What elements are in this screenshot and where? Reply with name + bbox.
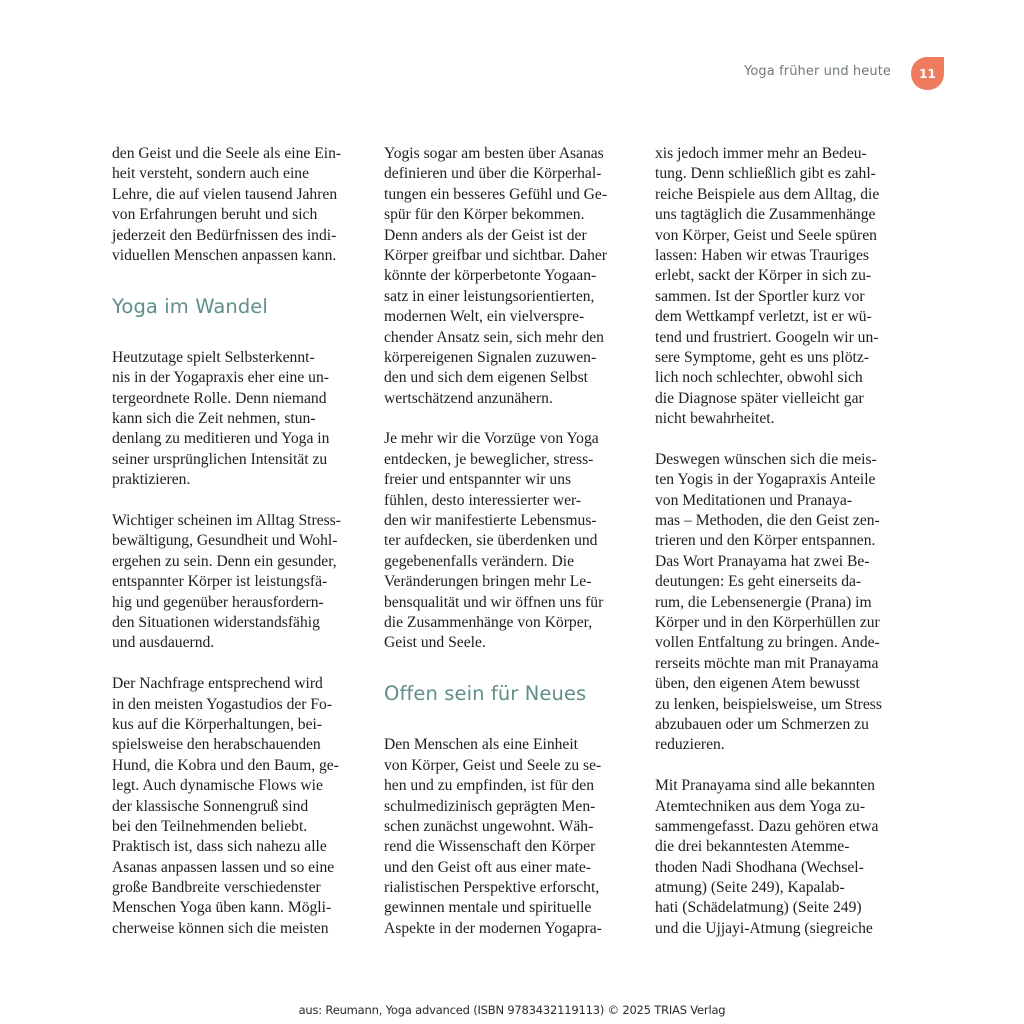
running-head: Yoga früher und heute (744, 64, 891, 79)
text-line: hati (Schädelatmung) (Seite 249) (655, 899, 862, 917)
text-line: in den meisten Yogastudios der Fo- (112, 695, 333, 713)
text-line: Veränderungen bringen mehr Le- (384, 573, 592, 591)
text-line: von Körper, Geist und Seele spüren (655, 226, 877, 244)
paragraph-gap (384, 409, 629, 429)
text-line: tend und frustriert. Googeln wir un- (655, 328, 879, 346)
text-line: könnte der körperbetonte Yogaan- (384, 267, 597, 285)
text-line: Menschen Yoga üben kann. Mögli- (112, 899, 332, 917)
text-line: schen zunächst ungewohnt. Wäh- (384, 817, 594, 835)
text-line: nicht bewahrheitet. (655, 410, 775, 428)
text-line: hig und gegenüber herausfordern- (112, 593, 324, 611)
text-line: der klassische Sonnengruß sind (112, 797, 309, 815)
text-line: sammengefasst. Dazu gehören etwa (655, 817, 879, 835)
text-line: tung. Denn schließlich gibt es zahl- (655, 165, 876, 183)
text-line: abzubauen oder um Schmerzen zu (655, 715, 869, 733)
text-line: sere Symptome, geht es uns plötz- (655, 348, 869, 366)
text-line: Hund, die Kobra und den Baum, ge- (112, 756, 339, 774)
text-line: körpereigenen Signalen zuzuwen- (384, 348, 597, 366)
text-line: den Geist und die Seele als eine Ein- (112, 145, 342, 162)
text-column-2 (384, 144, 629, 939)
body-paragraph (112, 674, 357, 939)
body-paragraph (384, 735, 629, 939)
text-line: Deswegen wünschen sich die meis- (655, 450, 877, 468)
spacer (112, 328, 357, 348)
text-line: atmung) (Seite 249), Kapalab- (655, 879, 845, 897)
text-line: mas – Methoden, die den Geist zen- (655, 512, 880, 530)
text-line: den und sich dem eigenen Selbst (384, 369, 588, 387)
text-line: rend die Wissenschaft den Körper (384, 838, 596, 856)
text-line: kann sich die Zeit nehmen, stun- (112, 410, 316, 428)
spacer (112, 266, 357, 286)
text-line: lassen: Haben wir etwas Trauriges (655, 246, 869, 264)
text-line: xis jedoch immer mehr an Bedeu- (655, 145, 867, 162)
text-line: lich noch schlechter, obwohl sich (655, 369, 863, 387)
body-paragraph (112, 511, 357, 654)
text-line: ergehen zu sein. Denn ein gesunder, (112, 552, 337, 570)
text-column-3 (655, 144, 900, 939)
text-line: tungen ein besseres Gefühl und Ge- (384, 185, 608, 203)
source-footer: aus: Reumann, Yoga advanced (ISBN 9783432119113) © 2025 TRIAS Verlag (298, 1003, 726, 1017)
text-line: die Diagnose später vielleicht gar (655, 389, 864, 407)
text-line: Das Wort Pranayama hat zwei Be- (655, 552, 870, 570)
text-line: freier und entspannter wir uns (384, 471, 572, 489)
body-paragraph (655, 450, 900, 756)
text-line: gegebenenfalls verändern. Die (384, 552, 575, 570)
text-line: wertschätzend anzunähern. (384, 389, 553, 407)
text-line: Geist und Seele. (384, 634, 486, 652)
text-line: heit versteht, sondern auch eine (112, 165, 310, 183)
text-line: entspannter Körper ist leistungsfä- (112, 573, 328, 591)
text-line: dem Wettkampf verletzt, ist er wü- (655, 308, 872, 326)
text-line: zu lenken, beispielsweise, um Stress (655, 695, 882, 713)
text-line: thoden Nadi Shodhana (Wechsel- (655, 858, 864, 876)
text-line: üben, den eigenen Atem bewusst (655, 675, 860, 693)
text-line: von Meditationen und Pranaya- (655, 491, 853, 509)
text-line: und die Ujjayi-Atmung (siegreiche (655, 919, 873, 937)
text-line: große Bandbreite verschiedenster (112, 879, 321, 897)
text-line: entdecken, je beweglicher, stress- (384, 450, 594, 468)
text-line: seiner ursprünglichen Intensität zu (112, 450, 328, 468)
body-paragraph (655, 776, 900, 939)
text-line: ter aufdecken, sie überdenken und (384, 532, 598, 550)
text-line: Praktisch ist, dass sich nahezu alle (112, 838, 327, 856)
text-line: Aspekte in der modernen Yogapra- (384, 919, 602, 937)
text-line: rum, die Lebensenergie (Prana) im (655, 593, 872, 611)
text-line: reiche Beispiele aus dem Alltag, die (655, 185, 880, 203)
text-line: Körper greifbar und sichtbar. Daher (384, 246, 607, 264)
text-line: schulmedizinisch geprägten Men- (384, 797, 596, 815)
text-line: modernen Welt, ein vielverspre- (384, 308, 585, 326)
text-line: reduzieren. (655, 736, 725, 754)
body-paragraph (655, 144, 900, 429)
text-line: cherweise können sich die meisten (112, 919, 329, 937)
text-line: Yogis sogar am besten über Asanas (384, 145, 604, 162)
text-line: satz in einer leistungsorientierten, (384, 287, 595, 305)
text-line: deutungen: Es geht einerseits da- (655, 573, 862, 591)
page-number-badge (911, 57, 944, 90)
paragraph-gap (112, 654, 357, 674)
text-line: uns tagtäglich die Zusammenhänge (655, 206, 876, 224)
page-number: 11 (919, 66, 936, 81)
text-line: den wir manifestierte Lebensmus- (384, 512, 597, 530)
spacer (384, 654, 629, 674)
text-line: Wichtiger scheinen im Alltag Stress- (112, 512, 341, 530)
text-column-1 (112, 144, 357, 939)
text-line: definieren und über die Körperhal- (384, 165, 602, 183)
text-line: praktizieren. (112, 471, 191, 489)
text-line: Lehre, die auf vielen tausend Jahren (112, 185, 338, 203)
text-line: nis in der Yogapraxis eher eine un- (112, 369, 329, 387)
text-line: von Körper, Geist und Seele zu se- (384, 756, 602, 774)
text-line: und ausdauernd. (112, 634, 215, 652)
text-line: jederzeit den Bedürfnissen des indi- (112, 226, 337, 244)
text-line: und den Geist oft aus einer mate- (384, 858, 591, 876)
text-line: spür für den Körper bekommen. (384, 206, 585, 224)
body-paragraph (112, 144, 357, 266)
text-line: fühlen, desto interessierter wer- (384, 491, 582, 509)
text-line: erlebt, sackt der Körper in sich zu- (655, 267, 872, 285)
text-line: spielsweise den herabschauenden (112, 736, 321, 754)
body-paragraph (112, 348, 357, 491)
text-line: denlang zu meditieren und Yoga in (112, 430, 330, 448)
text-line: hen und zu empfinden, ist für den (384, 777, 595, 795)
text-line: Körper und in den Körperhüllen zur (655, 613, 880, 631)
text-line: Der Nachfrage entsprechend wird (112, 675, 323, 693)
text-line: Je mehr wir die Vorzüge von Yoga (384, 430, 599, 448)
paragraph-gap (655, 756, 900, 776)
paragraph-gap (655, 429, 900, 449)
text-line: gewinnen mentale und spirituelle (384, 899, 592, 917)
body-paragraph (384, 144, 629, 409)
text-line: bei den Teilnehmenden beliebt. (112, 817, 308, 835)
text-line: vollen Entfaltung zu bringen. Ande- (655, 634, 880, 652)
body-paragraph (384, 429, 629, 653)
section-heading: Yoga im Wandel (112, 294, 268, 318)
text-line: Mit Pranayama sind alle bekannten (655, 777, 875, 795)
text-line: viduellen Menschen anpassen kann. (112, 246, 337, 264)
text-line: rerseits möchte man mit Pranayama (655, 654, 879, 672)
text-line: chender Ansatz sein, sich mehr den (384, 328, 604, 346)
text-line: tergeordnete Rolle. Denn niemand (112, 389, 327, 407)
text-line: bensqualität und wir öffnen uns für (384, 593, 604, 611)
text-line: Den Menschen als eine Einheit (384, 736, 578, 754)
text-line: ten Yogis in der Yogapraxis Anteile (655, 471, 876, 489)
spacer (384, 715, 629, 735)
text-line: Heutzutage spielt Selbsterkennt- (112, 348, 315, 366)
text-line: rialistischen Perspektive erforscht, (384, 879, 600, 897)
text-line: sammen. Ist der Sportler kurz vor (655, 287, 865, 305)
text-line: die drei bekanntesten Atemme- (655, 838, 850, 856)
text-line: den Situationen widerstandsfähig (112, 614, 320, 631)
section-heading: Offen sein für Neues (384, 682, 587, 706)
text-line: Atemtechniken aus dem Yoga zu- (655, 797, 866, 815)
text-line: Denn anders als der Geist ist der (384, 226, 587, 244)
text-line: legt. Auch dynamische Flows wie (112, 777, 323, 795)
text-line: von Erfahrungen beruht und sich (112, 206, 318, 224)
text-line: Asanas anpassen lassen und so eine (112, 858, 335, 876)
text-line: bewältigung, Gesundheit und Wohl- (112, 532, 338, 550)
text-line: die Zusammenhänge von Körper, (384, 613, 593, 631)
paragraph-gap (112, 491, 357, 511)
text-line: trieren und den Körper entspannen. (655, 532, 876, 550)
text-line: kus auf die Körperhaltungen, bei- (112, 715, 323, 733)
